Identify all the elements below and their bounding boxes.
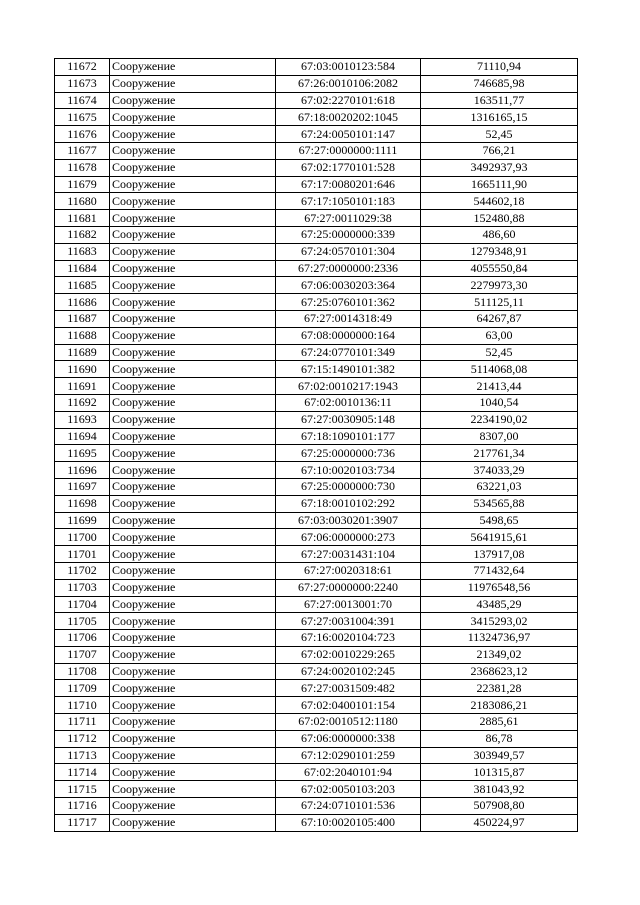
cadastral-value-cell: 11324736,97 <box>421 630 578 647</box>
cadastral-number-cell: 67:02:0010512:1180 <box>276 714 421 731</box>
row-number-cell: 11695 <box>55 445 110 462</box>
table-row <box>55 646 578 663</box>
row-number-cell: 11701 <box>55 546 110 563</box>
table-row <box>55 663 578 680</box>
cadastral-value-cell: 534565,88 <box>421 495 578 512</box>
cadastral-number-cell: 67:02:1770101:528 <box>276 159 421 176</box>
row-number-cell: 11679 <box>55 176 110 193</box>
cadastral-value-cell: 3415293,02 <box>421 613 578 630</box>
object-type-cell: Сооружение <box>110 596 276 613</box>
object-type-cell: Сооружение <box>110 613 276 630</box>
cadastral-value-cell: 511125,11 <box>421 294 578 311</box>
table-row <box>55 428 578 445</box>
table-row <box>55 344 578 361</box>
table-row <box>55 109 578 126</box>
object-type-cell: Сооружение <box>110 579 276 596</box>
cadastral-value-cell: 450224,97 <box>421 814 578 831</box>
table-row <box>55 579 578 596</box>
row-number-cell: 11711 <box>55 714 110 731</box>
table-row <box>55 142 578 159</box>
row-number-cell: 11688 <box>55 327 110 344</box>
cadastral-number-cell: 67:27:0031509:482 <box>276 680 421 697</box>
row-number-cell: 11691 <box>55 378 110 395</box>
row-number-cell: 11682 <box>55 226 110 243</box>
object-type-cell: Сооружение <box>110 361 276 378</box>
cadastral-value-cell: 11976548,56 <box>421 579 578 596</box>
cadastral-value-cell: 22381,28 <box>421 680 578 697</box>
table-row <box>55 75 578 92</box>
cadastral-number-cell: 67:17:0080201:646 <box>276 176 421 193</box>
cadastral-value-cell: 52,45 <box>421 344 578 361</box>
object-type-cell: Сооружение <box>110 344 276 361</box>
cadastral-number-cell: 67:27:0030905:148 <box>276 411 421 428</box>
row-number-cell: 11716 <box>55 798 110 815</box>
cadastral-number-cell: 67:25:0760101:362 <box>276 294 421 311</box>
row-number-cell: 11697 <box>55 478 110 495</box>
row-number-cell: 11700 <box>55 529 110 546</box>
cadastral-value-cell: 63,00 <box>421 327 578 344</box>
object-type-cell: Сооружение <box>110 142 276 159</box>
table-row <box>55 546 578 563</box>
object-type-cell: Сооружение <box>110 176 276 193</box>
cadastral-value-cell: 303949,57 <box>421 747 578 764</box>
table-row <box>55 747 578 764</box>
cadastral-number-cell: 67:24:0770101:349 <box>276 344 421 361</box>
cadastral-value-cell: 374033,29 <box>421 462 578 479</box>
cadastral-value-cell: 486,60 <box>421 226 578 243</box>
object-type-cell: Сооружение <box>110 814 276 831</box>
object-type-cell: Сооружение <box>110 294 276 311</box>
object-type-cell: Сооружение <box>110 764 276 781</box>
cadastral-value-cell: 2885,61 <box>421 714 578 731</box>
object-type-cell: Сооружение <box>110 781 276 798</box>
row-number-cell: 11689 <box>55 344 110 361</box>
object-type-cell: Сооружение <box>110 109 276 126</box>
row-number-cell: 11687 <box>55 310 110 327</box>
row-number-cell: 11707 <box>55 646 110 663</box>
table-row <box>55 126 578 143</box>
row-number-cell: 11694 <box>55 428 110 445</box>
cadastral-value-cell: 5498,65 <box>421 512 578 529</box>
cadastral-number-cell: 67:02:2270101:618 <box>276 92 421 109</box>
cadastral-number-cell: 67:06:0000000:273 <box>276 529 421 546</box>
table-row <box>55 562 578 579</box>
object-type-cell: Сооружение <box>110 428 276 445</box>
object-type-cell: Сооружение <box>110 411 276 428</box>
cadastral-number-cell: 67:10:0020105:400 <box>276 814 421 831</box>
table-row <box>55 226 578 243</box>
cadastral-number-cell: 67:27:0000000:2336 <box>276 260 421 277</box>
cadastral-value-cell: 1316165,15 <box>421 109 578 126</box>
table-row <box>55 462 578 479</box>
cadastral-number-cell: 67:25:0000000:736 <box>276 445 421 462</box>
cadastral-value-cell: 52,45 <box>421 126 578 143</box>
cadastral-number-cell: 67:06:0030203:364 <box>276 277 421 294</box>
object-type-cell: Сооружение <box>110 680 276 697</box>
cadastral-value-cell: 8307,00 <box>421 428 578 445</box>
table-row <box>55 714 578 731</box>
table-row <box>55 92 578 109</box>
table-row <box>55 210 578 227</box>
row-number-cell: 11704 <box>55 596 110 613</box>
cadastral-value-cell: 3492937,93 <box>421 159 578 176</box>
cadastral-value-cell: 766,21 <box>421 142 578 159</box>
cadastral-value-cell: 507908,80 <box>421 798 578 815</box>
object-type-cell: Сооружение <box>110 730 276 747</box>
table-row <box>55 176 578 193</box>
cadastral-value-cell: 43485,29 <box>421 596 578 613</box>
cadastral-value-cell: 2183086,21 <box>421 697 578 714</box>
cadastral-number-cell: 67:02:0400101:154 <box>276 697 421 714</box>
cadastral-number-cell: 67:15:1490101:382 <box>276 361 421 378</box>
table-row <box>55 277 578 294</box>
cadastral-number-cell: 67:18:1090101:177 <box>276 428 421 445</box>
cadastral-number-cell: 67:24:0050101:147 <box>276 126 421 143</box>
table-row <box>55 193 578 210</box>
cadastral-value-cell: 2234190,02 <box>421 411 578 428</box>
object-type-cell: Сооружение <box>110 126 276 143</box>
table-row <box>55 327 578 344</box>
cadastral-value-cell: 771432,64 <box>421 562 578 579</box>
row-number-cell: 11710 <box>55 697 110 714</box>
row-number-cell: 11713 <box>55 747 110 764</box>
object-type-cell: Сооружение <box>110 562 276 579</box>
table-row <box>55 310 578 327</box>
cadastral-value-cell: 86,78 <box>421 730 578 747</box>
cadastral-value-cell: 381043,92 <box>421 781 578 798</box>
row-number-cell: 11672 <box>55 59 110 76</box>
cadastral-value-cell: 163511,77 <box>421 92 578 109</box>
table-row <box>55 378 578 395</box>
row-number-cell: 11696 <box>55 462 110 479</box>
cadastral-value-cell: 64267,87 <box>421 310 578 327</box>
cadastral-value-cell: 101315,87 <box>421 764 578 781</box>
cadastral-number-cell: 67:16:0020104:723 <box>276 630 421 647</box>
object-type-cell: Сооружение <box>110 646 276 663</box>
table-body <box>55 59 578 832</box>
object-type-cell: Сооружение <box>110 193 276 210</box>
cadastral-number-cell: 67:02:0010217:1943 <box>276 378 421 395</box>
row-number-cell: 11706 <box>55 630 110 647</box>
table-row <box>55 680 578 697</box>
object-type-cell: Сооружение <box>110 159 276 176</box>
object-type-cell: Сооружение <box>110 226 276 243</box>
object-type-cell: Сооружение <box>110 747 276 764</box>
row-number-cell: 11698 <box>55 495 110 512</box>
object-type-cell: Сооружение <box>110 260 276 277</box>
object-type-cell: Сооружение <box>110 512 276 529</box>
row-number-cell: 11693 <box>55 411 110 428</box>
object-type-cell: Сооружение <box>110 75 276 92</box>
row-number-cell: 11681 <box>55 210 110 227</box>
cadastral-number-cell: 67:08:0000000:164 <box>276 327 421 344</box>
cadastral-number-cell: 67:18:0010102:292 <box>276 495 421 512</box>
row-number-cell: 11673 <box>55 75 110 92</box>
row-number-cell: 11708 <box>55 663 110 680</box>
cadastral-number-cell: 67:02:0010229:265 <box>276 646 421 663</box>
row-number-cell: 11683 <box>55 243 110 260</box>
table-row <box>55 294 578 311</box>
object-type-cell: Сооружение <box>110 798 276 815</box>
table-row <box>55 394 578 411</box>
object-type-cell: Сооружение <box>110 445 276 462</box>
row-number-cell: 11709 <box>55 680 110 697</box>
cadastral-number-cell: 67:25:0000000:339 <box>276 226 421 243</box>
table-row <box>55 361 578 378</box>
cadastral-value-cell: 544602,18 <box>421 193 578 210</box>
cadastral-number-cell: 67:27:0031431:104 <box>276 546 421 563</box>
cadastral-value-cell: 5641915,61 <box>421 529 578 546</box>
row-number-cell: 11702 <box>55 562 110 579</box>
cadastral-number-cell: 67:24:0710101:536 <box>276 798 421 815</box>
cadastral-number-cell: 67:24:0020102:245 <box>276 663 421 680</box>
cadastral-value-cell: 746685,98 <box>421 75 578 92</box>
table-row <box>55 798 578 815</box>
cadastral-value-cell: 1279348,91 <box>421 243 578 260</box>
table-row <box>55 730 578 747</box>
row-number-cell: 11717 <box>55 814 110 831</box>
row-number-cell: 11678 <box>55 159 110 176</box>
table-row <box>55 495 578 512</box>
cadastral-number-cell: 67:02:0050103:203 <box>276 781 421 798</box>
object-type-cell: Сооружение <box>110 495 276 512</box>
document-page <box>54 58 577 832</box>
cadastral-number-cell: 67:27:0000000:2240 <box>276 579 421 596</box>
cadastral-number-cell: 67:27:0011029:38 <box>276 210 421 227</box>
cadastral-number-cell: 67:27:0014318:49 <box>276 310 421 327</box>
table-row <box>55 529 578 546</box>
table-row <box>55 697 578 714</box>
cadastral-number-cell: 67:17:1050101:183 <box>276 193 421 210</box>
cadastral-value-cell: 21349,02 <box>421 646 578 663</box>
object-type-cell: Сооружение <box>110 714 276 731</box>
cadastral-value-cell: 4055550,84 <box>421 260 578 277</box>
cadastral-value-cell: 217761,34 <box>421 445 578 462</box>
object-type-cell: Сооружение <box>110 310 276 327</box>
cadastral-number-cell: 67:12:0290101:259 <box>276 747 421 764</box>
table-row <box>55 159 578 176</box>
row-number-cell: 11685 <box>55 277 110 294</box>
object-type-cell: Сооружение <box>110 462 276 479</box>
row-number-cell: 11690 <box>55 361 110 378</box>
object-type-cell: Сооружение <box>110 327 276 344</box>
cadastral-value-cell: 71110,94 <box>421 59 578 76</box>
cadastral-value-cell: 1665111,90 <box>421 176 578 193</box>
cadastral-number-cell: 67:18:0020202:1045 <box>276 109 421 126</box>
table-row <box>55 596 578 613</box>
row-number-cell: 11714 <box>55 764 110 781</box>
row-number-cell: 11703 <box>55 579 110 596</box>
cadastral-number-cell: 67:02:0010136:11 <box>276 394 421 411</box>
cadastral-number-cell: 67:27:0031004:391 <box>276 613 421 630</box>
object-type-cell: Сооружение <box>110 478 276 495</box>
cadastral-number-cell: 67:27:0013001:70 <box>276 596 421 613</box>
object-type-cell: Сооружение <box>110 59 276 76</box>
cadastral-value-cell: 152480,88 <box>421 210 578 227</box>
cadastral-number-cell: 67:03:0030201:3907 <box>276 512 421 529</box>
table-row <box>55 512 578 529</box>
row-number-cell: 11692 <box>55 394 110 411</box>
cadastral-number-cell: 67:27:0000000:1111 <box>276 142 421 159</box>
cadastral-value-cell: 63221,03 <box>421 478 578 495</box>
object-type-cell: Сооружение <box>110 378 276 395</box>
table-row <box>55 781 578 798</box>
cadastral-value-table <box>54 58 578 832</box>
row-number-cell: 11686 <box>55 294 110 311</box>
row-number-cell: 11699 <box>55 512 110 529</box>
row-number-cell: 11677 <box>55 142 110 159</box>
table-row <box>55 411 578 428</box>
row-number-cell: 11712 <box>55 730 110 747</box>
cadastral-number-cell: 67:06:0000000:338 <box>276 730 421 747</box>
cadastral-value-cell: 21413,44 <box>421 378 578 395</box>
object-type-cell: Сооружение <box>110 243 276 260</box>
table-row <box>55 764 578 781</box>
object-type-cell: Сооружение <box>110 546 276 563</box>
cadastral-number-cell: 67:25:0000000:730 <box>276 478 421 495</box>
table-row <box>55 445 578 462</box>
table-row <box>55 59 578 76</box>
cadastral-value-cell: 5114068,08 <box>421 361 578 378</box>
table-row <box>55 613 578 630</box>
table-row <box>55 478 578 495</box>
object-type-cell: Сооружение <box>110 92 276 109</box>
table-row <box>55 814 578 831</box>
table-row <box>55 243 578 260</box>
cadastral-value-cell: 1040,54 <box>421 394 578 411</box>
cadastral-number-cell: 67:02:2040101:94 <box>276 764 421 781</box>
cadastral-number-cell: 67:03:0010123:584 <box>276 59 421 76</box>
object-type-cell: Сооружение <box>110 210 276 227</box>
row-number-cell: 11675 <box>55 109 110 126</box>
object-type-cell: Сооружение <box>110 697 276 714</box>
row-number-cell: 11674 <box>55 92 110 109</box>
row-number-cell: 11676 <box>55 126 110 143</box>
cadastral-number-cell: 67:10:0020103:734 <box>276 462 421 479</box>
object-type-cell: Сооружение <box>110 277 276 294</box>
table-row <box>55 630 578 647</box>
object-type-cell: Сооружение <box>110 630 276 647</box>
cadastral-number-cell: 67:27:0020318:61 <box>276 562 421 579</box>
object-type-cell: Сооружение <box>110 529 276 546</box>
cadastral-value-cell: 2368623,12 <box>421 663 578 680</box>
cadastral-number-cell: 67:26:0010106:2082 <box>276 75 421 92</box>
table-row <box>55 260 578 277</box>
cadastral-number-cell: 67:24:0570101:304 <box>276 243 421 260</box>
row-number-cell: 11715 <box>55 781 110 798</box>
row-number-cell: 11705 <box>55 613 110 630</box>
object-type-cell: Сооружение <box>110 394 276 411</box>
cadastral-value-cell: 137917,08 <box>421 546 578 563</box>
cadastral-value-cell: 2279973,30 <box>421 277 578 294</box>
object-type-cell: Сооружение <box>110 663 276 680</box>
row-number-cell: 11684 <box>55 260 110 277</box>
row-number-cell: 11680 <box>55 193 110 210</box>
